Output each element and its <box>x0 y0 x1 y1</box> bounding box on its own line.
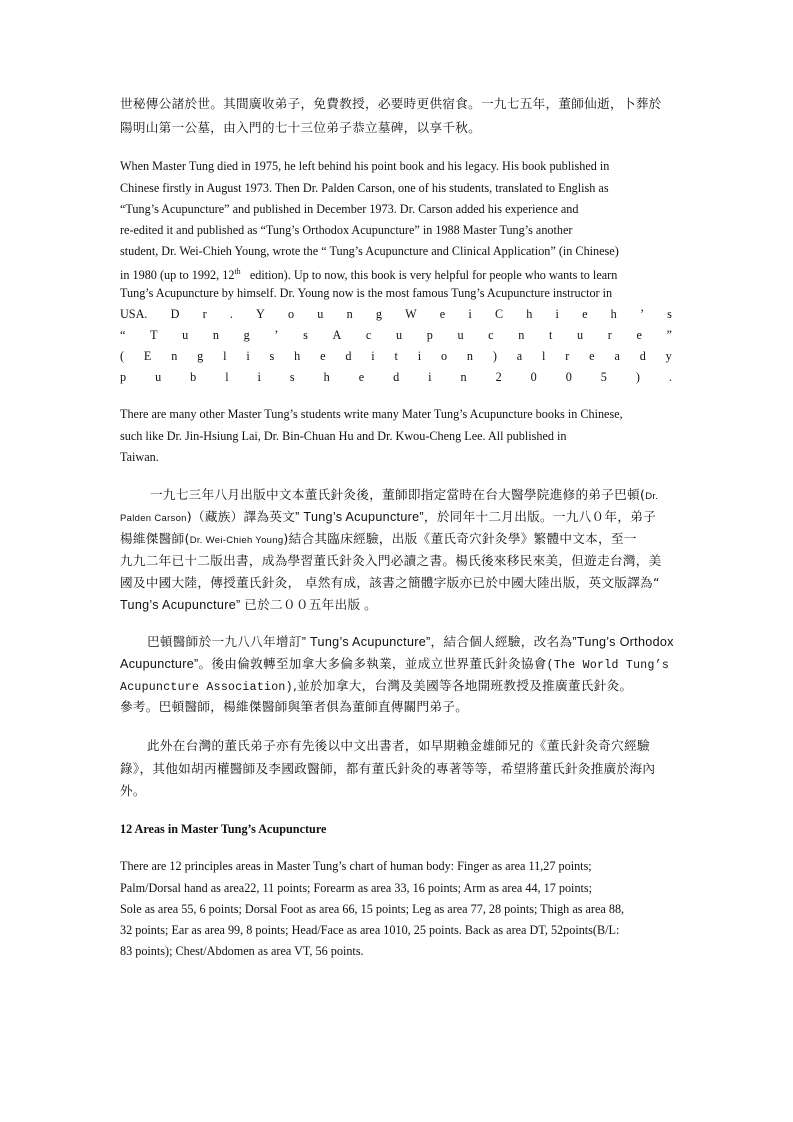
paragraph-2-line-2: Chinese firstly in August 1973. Then Dr. Palden Carson, one of his students, translated to English as <box>120 181 609 195</box>
paragraph-4-line-4: 九九二年已十二版出書，成為學習董氏針灸入門必讀之書。楊氏後來移民來美，但遊走台灣，美 <box>120 553 662 568</box>
spread-token: o <box>288 307 295 321</box>
spread-token: h <box>610 307 617 321</box>
spread-token: W <box>405 307 417 321</box>
paragraph-4-line-6: Tung’s Acupuncture” 已於二００五年出版 。 <box>120 598 378 612</box>
paragraph-4-line-3 <box>120 531 637 549</box>
spread-token: n <box>212 328 219 342</box>
p5-book-title-3: Acupuncture”。 <box>120 657 212 671</box>
p5-text-a: 巴頓醫師於一九八八年增訂 <box>147 634 302 649</box>
spread-token: “ <box>120 328 126 342</box>
spread-line-3 <box>120 348 672 364</box>
paragraph-6-line-2: 錄》，其他如胡丙權醫師及李國政醫師，都有董氏針灸的專著等等，希望將董氏針灸推廣於海內 <box>120 761 656 776</box>
spread-token: g <box>243 328 250 342</box>
paragraph-7-line-1: There are 12 principles areas in Master Tung’s chart of human body: Finger as area 11,27 points; <box>120 859 592 873</box>
spread-token: y <box>665 349 672 363</box>
spread-token: t <box>394 349 398 363</box>
spread-token: s <box>269 349 275 363</box>
paragraph-7-line-5: 83 points); Chest/Abdomen as area VT, 56 points. <box>120 944 364 958</box>
p4-text-c: 於同年十二月出版。一九八０年，弟子 <box>436 509 657 524</box>
p4-text-e: )結合其臨床經驗，出版《董氏奇穴針灸學》繁體中文本，至一 <box>283 531 637 546</box>
spread-token: h <box>294 349 301 363</box>
spread-token: r <box>607 328 612 342</box>
p4-book-title: ” Tung’s Acupuncture”， <box>295 510 437 524</box>
spread-token: i <box>468 307 472 321</box>
spread-token: . <box>229 307 233 321</box>
paragraph-5-line-1 <box>147 634 674 650</box>
p4-dr-label: Dr. <box>645 491 659 502</box>
spread-token: n <box>518 328 525 342</box>
p4-text-b: )（藏族）譯為英文 <box>186 509 296 524</box>
spread-token: T <box>150 328 158 342</box>
spread-token: d <box>639 349 646 363</box>
spread-token: 0 <box>565 370 572 384</box>
spread-line-2-text <box>120 327 672 343</box>
ordinal-suffix: th <box>234 267 241 276</box>
paragraph-2-line-7: Tung’s Acupuncture by himself. Dr. Young now is the most famous Tung’s Acupuncture instructor in <box>120 286 613 300</box>
spread-token: n <box>460 370 467 384</box>
p4-text-d: 楊維傑醫師( <box>120 531 190 546</box>
spread-token: ) <box>492 349 497 363</box>
spread-token: r <box>202 307 207 321</box>
spread-token: n <box>171 349 178 363</box>
spread-token: i <box>257 370 261 384</box>
paragraph-5-line-2 <box>120 656 669 674</box>
spread-token: d <box>393 370 400 384</box>
spread-token: s <box>667 307 672 321</box>
paragraph-7-line-3: Sole as area 55, 6 points; Dorsal Foot as area 66, 15 points; Leg as area 77, 28 points; Thigh as area 88, <box>120 902 625 916</box>
spread-token: h <box>526 307 533 321</box>
p5-text-d: ,並於加拿大，台灣及美國等各地開班教授及推廣董氏針灸。 <box>292 678 633 693</box>
spread-token: l <box>225 370 229 384</box>
spread-token: ” <box>666 328 672 342</box>
spread-token: a <box>614 349 620 363</box>
spread-token: u <box>457 328 464 342</box>
spread-token: p <box>426 328 433 342</box>
spread-line-4 <box>120 369 672 385</box>
paragraph-3-line-3: Taiwan. <box>120 450 159 464</box>
spread-token: i <box>417 349 422 363</box>
spread-token: l <box>223 349 227 363</box>
spread-token: ) <box>635 370 640 384</box>
spread-token: E <box>143 349 152 363</box>
paragraph-2-line-6 <box>120 264 617 283</box>
spread-token: 2 <box>495 370 502 384</box>
spread-token: h <box>323 370 330 384</box>
edition-text-end: edition). Up to now, this book is very helpful for people who wants to learn <box>249 268 618 283</box>
spread-token: s <box>303 328 308 342</box>
spread-token: i <box>246 349 250 363</box>
spread-token: e <box>320 349 326 363</box>
spread-token: u <box>577 328 584 342</box>
spread-token: p <box>120 370 127 384</box>
spread-token: C <box>494 307 504 321</box>
spread-token: u <box>317 307 324 321</box>
spread-token: e <box>358 370 365 384</box>
spread-token: s <box>289 370 295 384</box>
paragraph-4-line-5: 國及中國大陸，傳授董氏針灸， 卓然有成，該書之簡體字版亦已於中國大陸出版，英文版譯為“ <box>120 575 660 590</box>
paragraph-1-line-1: 世秘傳公諸於世。其間廣收弟子，免費教授，必要時更供宿食。一九七五年，董師仙逝，卜葬於 <box>120 96 662 111</box>
spread-token: t <box>548 328 553 342</box>
spread-token: 5 <box>600 370 607 384</box>
spread-token: c <box>488 328 494 342</box>
paragraph-7-line-4: 32 points; Ear as area 99, 8 points; Head/Face as area 1010, 25 points. Back as area DT, 52points(B/L: <box>120 923 620 937</box>
paragraph-4-line-1 <box>150 487 658 505</box>
paragraph-6-line-1: 此外在台灣的董氏弟子亦有先後以中文出書者，如早期賴金雄師兄的《董氏針灸奇穴經驗 <box>147 738 650 753</box>
paragraph-2-line-4: re-edited it and published as “Tung’s Orthodox Acupuncture” in 1988 Master Tung’s another <box>120 223 573 237</box>
paragraph-2-line-1: When Master Tung died in 1975, he left behind his point book and his legacy. His book published in <box>120 159 610 173</box>
spread-token: e <box>439 307 446 321</box>
paragraph-1-line-2: 陽明山第一公墓，由入門的七十三位弟子恭立墓碑，以享千秋。 <box>120 120 482 135</box>
spread-token: 0 <box>530 370 537 384</box>
spread-token: o <box>440 349 448 363</box>
spread-token: u <box>395 328 403 342</box>
spread-token: g <box>375 307 382 321</box>
spread-line-2 <box>120 327 672 343</box>
spread-token: A <box>332 328 342 342</box>
p4-carson-name: Palden Carson <box>120 513 187 524</box>
spread-token: i <box>555 307 559 321</box>
spread-token: e <box>582 307 588 321</box>
spread-line-1 <box>120 306 672 322</box>
spread-token: l <box>542 349 546 363</box>
spread-token: Y <box>256 307 265 321</box>
spread-line-1-text <box>120 306 672 322</box>
spread-token: i <box>371 349 375 363</box>
spread-token: a <box>516 349 523 363</box>
spread-token: ( <box>120 349 125 363</box>
spread-token: c <box>365 328 372 342</box>
p5-text-c: 後由倫敦轉至加拿大多倫多執業，並成立世界董氏針灸協會 <box>211 656 547 671</box>
spread-token: . <box>668 370 672 384</box>
spread-line-4-text <box>120 369 672 385</box>
spread-token: e <box>636 328 642 342</box>
p5-text-b: 結合個人經驗，改名為 <box>443 634 573 649</box>
paragraph-6-line-3: 外。 <box>120 783 146 798</box>
spread-token: u <box>182 328 189 342</box>
spread-token: n <box>466 349 474 363</box>
spread-token: d <box>345 349 352 363</box>
spread-token: USA. <box>120 307 148 321</box>
spread-token: D <box>170 307 180 321</box>
p5-book-title-2: ”Tung’s Orthodox <box>572 635 674 649</box>
paragraph-2-line-5: student, Dr. Wei-Chieh Young, wrote the “ Tung’s Acupuncture and Clinical Application” (in Chinese) <box>120 244 619 258</box>
spread-token: g <box>197 349 204 363</box>
p5-association-name-1: (The World Tung’s <box>546 659 670 672</box>
spread-line-3-text <box>120 348 672 364</box>
paragraph-3-line-1: There are many other Master Tung’s students write many Mater Tung’s Acupuncture books in Chinese, <box>120 407 623 421</box>
paragraph-3-line-2: such like Dr. Jin-Hsiung Lai, Dr. Bin-Chuan Hu and Dr. Kwou-Cheng Lee. All published in <box>120 429 567 443</box>
spread-token: ’ <box>639 307 644 321</box>
paragraph-5-line-4: 參考。巴頓醫師，楊維傑醫師與筆者俱為董師直傳關門弟子。 <box>120 699 469 714</box>
edition-text-start: in 1980 (up to 1992, 12 <box>120 268 235 283</box>
spread-token: u <box>155 370 162 384</box>
p5-book-title-1: ” Tung’s Acupuncture”， <box>301 635 444 649</box>
spread-token: r <box>565 349 570 363</box>
paragraph-2-line-3: “Tung’s Acupuncture” and published in December 1973. Dr. Carson added his experience and <box>120 202 579 216</box>
spread-token: i <box>428 370 432 384</box>
section-heading: 12 Areas in Master Tung’s Acupuncture <box>120 822 327 836</box>
p5-association-name-2: Acupuncture Association) <box>120 681 293 694</box>
paragraph-5-line-3 <box>120 678 632 696</box>
spread-token: ’ <box>274 328 279 342</box>
spread-token: e <box>589 349 595 363</box>
spread-token: b <box>190 370 197 384</box>
p4-young-name: Dr. Wei-Chieh Young <box>189 535 284 546</box>
spread-token: n <box>346 307 353 321</box>
p4-text-a: 一九七三年八月出版中文本董氏針灸後，董師即指定當時在台大醫學院進修的弟子巴頓( <box>150 487 646 502</box>
paragraph-7-line-2: Palm/Dorsal hand as area22, 11 points; Forearm as area 33, 16 points; Arm as area 44, 17 points; <box>120 881 593 895</box>
paragraph-4-line-2 <box>120 509 656 527</box>
